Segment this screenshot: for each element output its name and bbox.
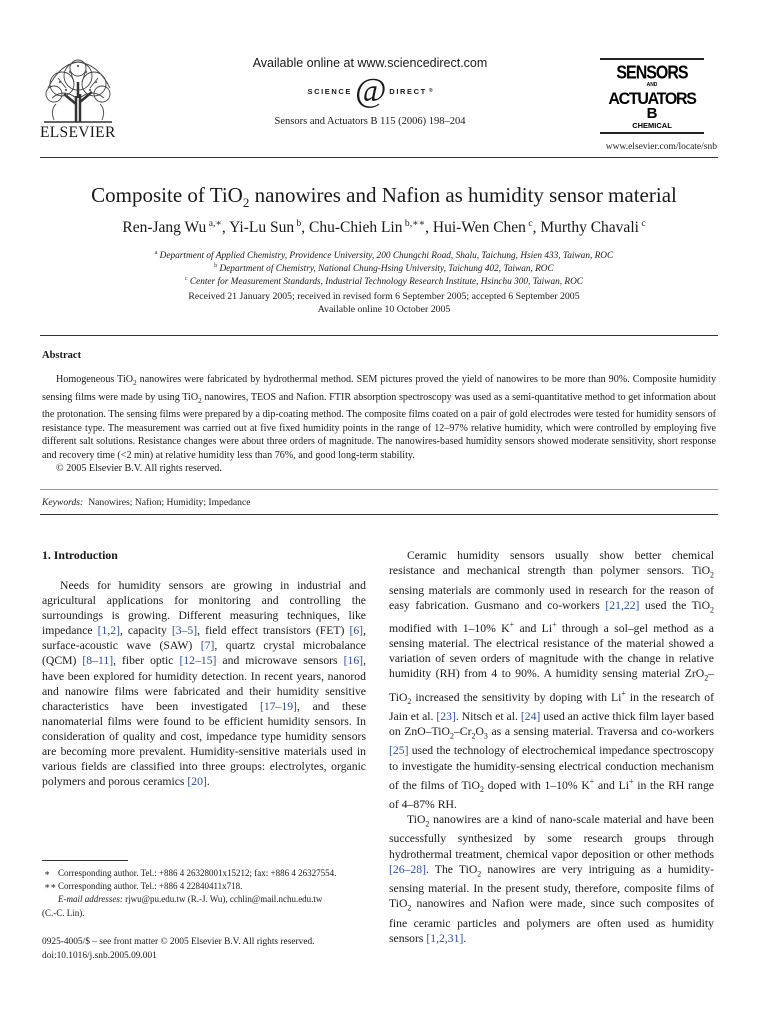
text-run: sensing materials are commonly used in research for the reason of easy fabrication. Gusmano and co-workers — [389, 583, 714, 612]
text-run: , have been explored for humidity detection. In recent years, nanorod and nanowire films were fabricated and their humidity sensitive characteristics have been investigated — [42, 654, 366, 713]
text-run: Needs for humidity sensors are growing in industrial and agricultural applications for monitoring and controlling the surroundings is growing. Different measuring techniques, like impedance — [42, 579, 366, 638]
citation-link[interactable]: [1,2] — [97, 624, 121, 638]
paragraph — [389, 548, 714, 812]
subscript: 2 — [449, 731, 454, 741]
text-run: in the research of Jain et al. — [389, 690, 715, 723]
text-run: nanowires and Nafion were made, since such composites of fine ceramic particles and polymers are often used as humidity sensors — [389, 897, 714, 945]
abstract-heading: Abstract — [42, 350, 82, 361]
keywords-label: Keywords: — [42, 497, 84, 508]
article-title: Composite of TiO$_2$ nanowires and Nafion as humidity sensor material — [91, 183, 677, 211]
subscript: 2 — [471, 731, 476, 741]
footnote-corresponding-1: ∗ Corresponding author. Tel.: +886 4 26328001x15212; fax: +886 4 26327554. — [44, 868, 337, 878]
author[interactable]: Murthy Chavali $^c$ — [540, 218, 646, 237]
abstract-top-divider — [40, 335, 718, 336]
text-run: , fiber optic — [113, 654, 180, 668]
subscript: 2 — [710, 570, 714, 580]
author[interactable]: Ren-Jang Wu $^{a,∗}$ — [122, 218, 222, 237]
body-divider — [40, 514, 718, 515]
author[interactable]: Yi-Lu Sun $^b$ — [229, 218, 302, 237]
citation-link[interactable]: [20] — [187, 775, 207, 789]
text-run: –TiO — [389, 667, 714, 704]
text-run: O — [475, 725, 484, 739]
citation-link[interactable]: [21,22] — [605, 598, 640, 612]
left-column — [42, 578, 366, 789]
text-run: nanowires are very intriguing as a humidity-sensing material. In the present study, therefore, composite films of TiO — [389, 862, 714, 911]
text-run: and Li — [594, 778, 629, 792]
author-list: Ren-Jang Wu $^{a,∗}$, Yi-Lu Sun $^b$, Chu-Chieh Lin $^{b,∗∗}$, Hui-Wen Chen $^c$, Murthy Chavali $^c$ — [122, 218, 646, 237]
received-line: Received 21 January 2005; received in revised form 6 September 2005; accepted 6 September 2005 — [188, 291, 580, 302]
sensors-actuators-logo — [600, 58, 704, 134]
superscript: + — [552, 620, 557, 630]
text-run: as a sensing material. Traversa and co-workers — [487, 725, 714, 739]
text-run: doped with 1–10% K — [483, 778, 590, 792]
journal-reference: Sensors and Actuators B 115 (2006) 198–204 — [274, 116, 466, 127]
journal-header — [140, 56, 600, 127]
citation-link[interactable]: [8–11] — [82, 654, 114, 668]
footnote-corresponding-2: ∗∗ Corresponding author. Tel.: +886 4 22840411x718. — [44, 881, 243, 892]
superscript: + — [589, 776, 595, 786]
issn-line: 0925-4005/$ – see front matter © 2005 Elsevier B.V. All rights reserved. — [42, 937, 315, 947]
elsevier-logo — [40, 58, 120, 142]
text-run: modified with 1–10% K — [389, 621, 510, 635]
registered-mark: ® — [428, 88, 433, 94]
received-dates — [40, 290, 728, 316]
abstract-body — [42, 373, 716, 476]
citation-link[interactable]: [6] — [349, 624, 364, 638]
paragraph — [389, 812, 714, 946]
front-matter — [42, 936, 315, 963]
logo-line-sensors: SENSORS — [616, 61, 688, 83]
text-run: nanowires are a kind of nano-scale material and have been successfully synthesized by some research groups through hydrothermal treatment, chemical vapor deposition or other methods — [389, 813, 714, 861]
affiliation-c: $^c$ Center for Measurement Standards, Industrial Technology Research Institute, Hsinchu 300, Taiwan, ROC — [184, 276, 583, 288]
sciencedirect-at-icon: @ — [355, 72, 387, 109]
subscript: 2 — [710, 604, 715, 614]
citation-link[interactable]: [26–28] — [389, 862, 427, 876]
citation-link[interactable]: [24] — [520, 709, 541, 723]
text-run: , capacity — [120, 624, 172, 638]
affiliation-b: $^b$ Department of Chemistry, National Chung-Hsing University, Taichung 402, Taiwan, ROC — [214, 263, 554, 275]
footnote-divider — [42, 860, 128, 861]
citation-link[interactable]: [12–15] — [179, 654, 217, 668]
text-run: Ceramic humidity sensors usually show better chemical resistance and mechanical strength than polymer sensors. TiO — [389, 549, 714, 578]
paragraph — [42, 578, 366, 789]
subscript: 2 — [425, 819, 430, 829]
section-heading-introduction: 1. Introduction — [42, 548, 118, 562]
text-run: –Cr — [453, 725, 472, 739]
citation-link[interactable]: [25] — [389, 744, 409, 758]
publisher-name: ELSEVIER — [40, 124, 116, 141]
text-run: used the technology of electrochemical impedance spectroscopy to investigate the humidity-sensing electrical conduction mechanism of the films of TiO — [389, 744, 714, 792]
sciencedirect-right-word: DIRECT — [389, 86, 427, 96]
citation-link[interactable]: [1,2,31] — [426, 931, 464, 945]
subscript: 2 — [477, 868, 482, 878]
text-run: . The TiO — [426, 862, 478, 876]
text-run: . — [206, 775, 210, 789]
footnote-email-continued: (C.-C. Lin). — [42, 907, 85, 918]
author[interactable]: Chu-Chieh Lin $^{b,∗∗}$ — [309, 218, 426, 237]
footnote-email: E-mail addresses: rjwu@pu.edu.tw (R.-J. Wu), cchlin@mail.nchu.edu.tw — [58, 894, 323, 905]
text-run: used the TiO — [639, 598, 711, 612]
header-divider — [40, 157, 718, 158]
keywords — [42, 497, 250, 508]
citation-link[interactable]: [17–19] — [259, 699, 297, 713]
citation-link[interactable]: [16] — [343, 654, 364, 668]
citation-link[interactable]: [3–5] — [171, 624, 198, 638]
citation-link[interactable]: [7] — [200, 639, 215, 653]
elsevier-tree-icon — [40, 58, 116, 124]
superscript: + — [629, 776, 634, 786]
author[interactable]: Hui-Wen Chen $^c$ — [432, 218, 533, 237]
text-run: increased the sensitivity by doping with Li — [411, 690, 622, 704]
right-column — [389, 548, 714, 946]
text-run: . Nitsch et al. — [455, 709, 521, 723]
text-run: and Li — [514, 621, 553, 635]
text-run: and microwave sensors — [216, 654, 344, 668]
text-run: , surface-acoustic wave (SAW) — [42, 624, 366, 653]
text-run: in the RH range of 4–87% RH. — [389, 778, 714, 811]
text-run: , quartz crystal microbalance (QCM) — [42, 639, 366, 668]
text-run: . — [463, 931, 467, 945]
subscript: 2 — [704, 673, 709, 683]
text-run: used an active thick film layer based on ZnO–TiO — [389, 709, 714, 739]
keywords-text: Nanowires; Nafion; Humidity; Impedance — [88, 497, 251, 508]
journal-logo-icon — [600, 60, 704, 132]
logo-line-and: AND — [646, 82, 658, 88]
subscript: 2 — [407, 696, 412, 706]
superscript: + — [509, 620, 515, 630]
affiliation-a: $^a$ Department of Applied Chemistry, Providence University, 200 Chungchi Road, Shalu, Taichung, Hsien 433, Taiwan, ROC — [154, 250, 614, 262]
subscript: 3 — [483, 731, 488, 741]
sciencedirect-logo[interactable] — [140, 72, 600, 109]
logo-line-b: B — [646, 105, 658, 122]
subscript: 2 — [479, 784, 484, 794]
text-run: , and these nanomaterial films were found to be efficient humidity sensors. In consideration of quality and cost, impedance type humidity sensors are becoming more prevalent. Humidity-sensitive materials used in various fields are classified into three groups: electrolytes, organic polymers and porous ceramics — [42, 699, 367, 789]
subscript: 2 — [407, 903, 412, 913]
available-online-link[interactable]: Available online at www.sciencedirect.com — [252, 56, 488, 70]
doi-link[interactable]: doi:10.1016/j.snb.2005.09.001 — [42, 950, 157, 961]
text-run: through a sol–gel method as a sensing material. The electrical resistance of the material showed a variation of seven orders of magnitude with the change in relative humidity (RH) from 4 to 90%. A humidity sensing material ZrO — [389, 621, 714, 681]
available-line: Available online 10 October 2005 — [317, 304, 451, 315]
abstract-copyright: © 2005 Elsevier B.V. All rights reserved. — [56, 463, 222, 475]
text-run: , field effect transistors (FET) — [197, 624, 350, 638]
journal-url-link[interactable]: www.elsevier.com/locate/snb — [605, 142, 717, 152]
sciencedirect-left-word: SCIENCE — [307, 86, 353, 96]
keywords-divider — [40, 489, 718, 490]
citation-link[interactable]: [23] — [436, 709, 456, 723]
text-run: TiO — [407, 813, 426, 827]
logo-line-chemical: CHEMICAL — [632, 121, 672, 130]
superscript: + — [621, 688, 626, 698]
abstract-text: Homogeneous TiO$_2$ nanowires were fabricated by hydrothermal method. SEM pictures proved the yield of nanowires to be more than 90%. Composite humidity sensing films were made by using TiO$_2$ nanowires, TEOS and Nafion. FTIR absorption spectroscopy was used as a semi-quantitative method to get information about the protonation. The sensing films were prepared by a dip-coating method. The composite films coated on a pair of gold electrodes were tested for humidity sensors of resistance type. The measurement was carried out at five fixed humidity points in the range of 12–97% relative humidity, which were controlled by employing five different salt solutions. Resistance changes were about three orders of magnitude. The nanowires-based humidity sensors showed moderate sensitivity, short response and recovery time (<2 min) at relative humidity less than 76%, and good long-term stability. — [42, 374, 716, 461]
footnotes — [42, 867, 372, 920]
logo-line-actuators: ACTUATORS — [608, 89, 696, 109]
